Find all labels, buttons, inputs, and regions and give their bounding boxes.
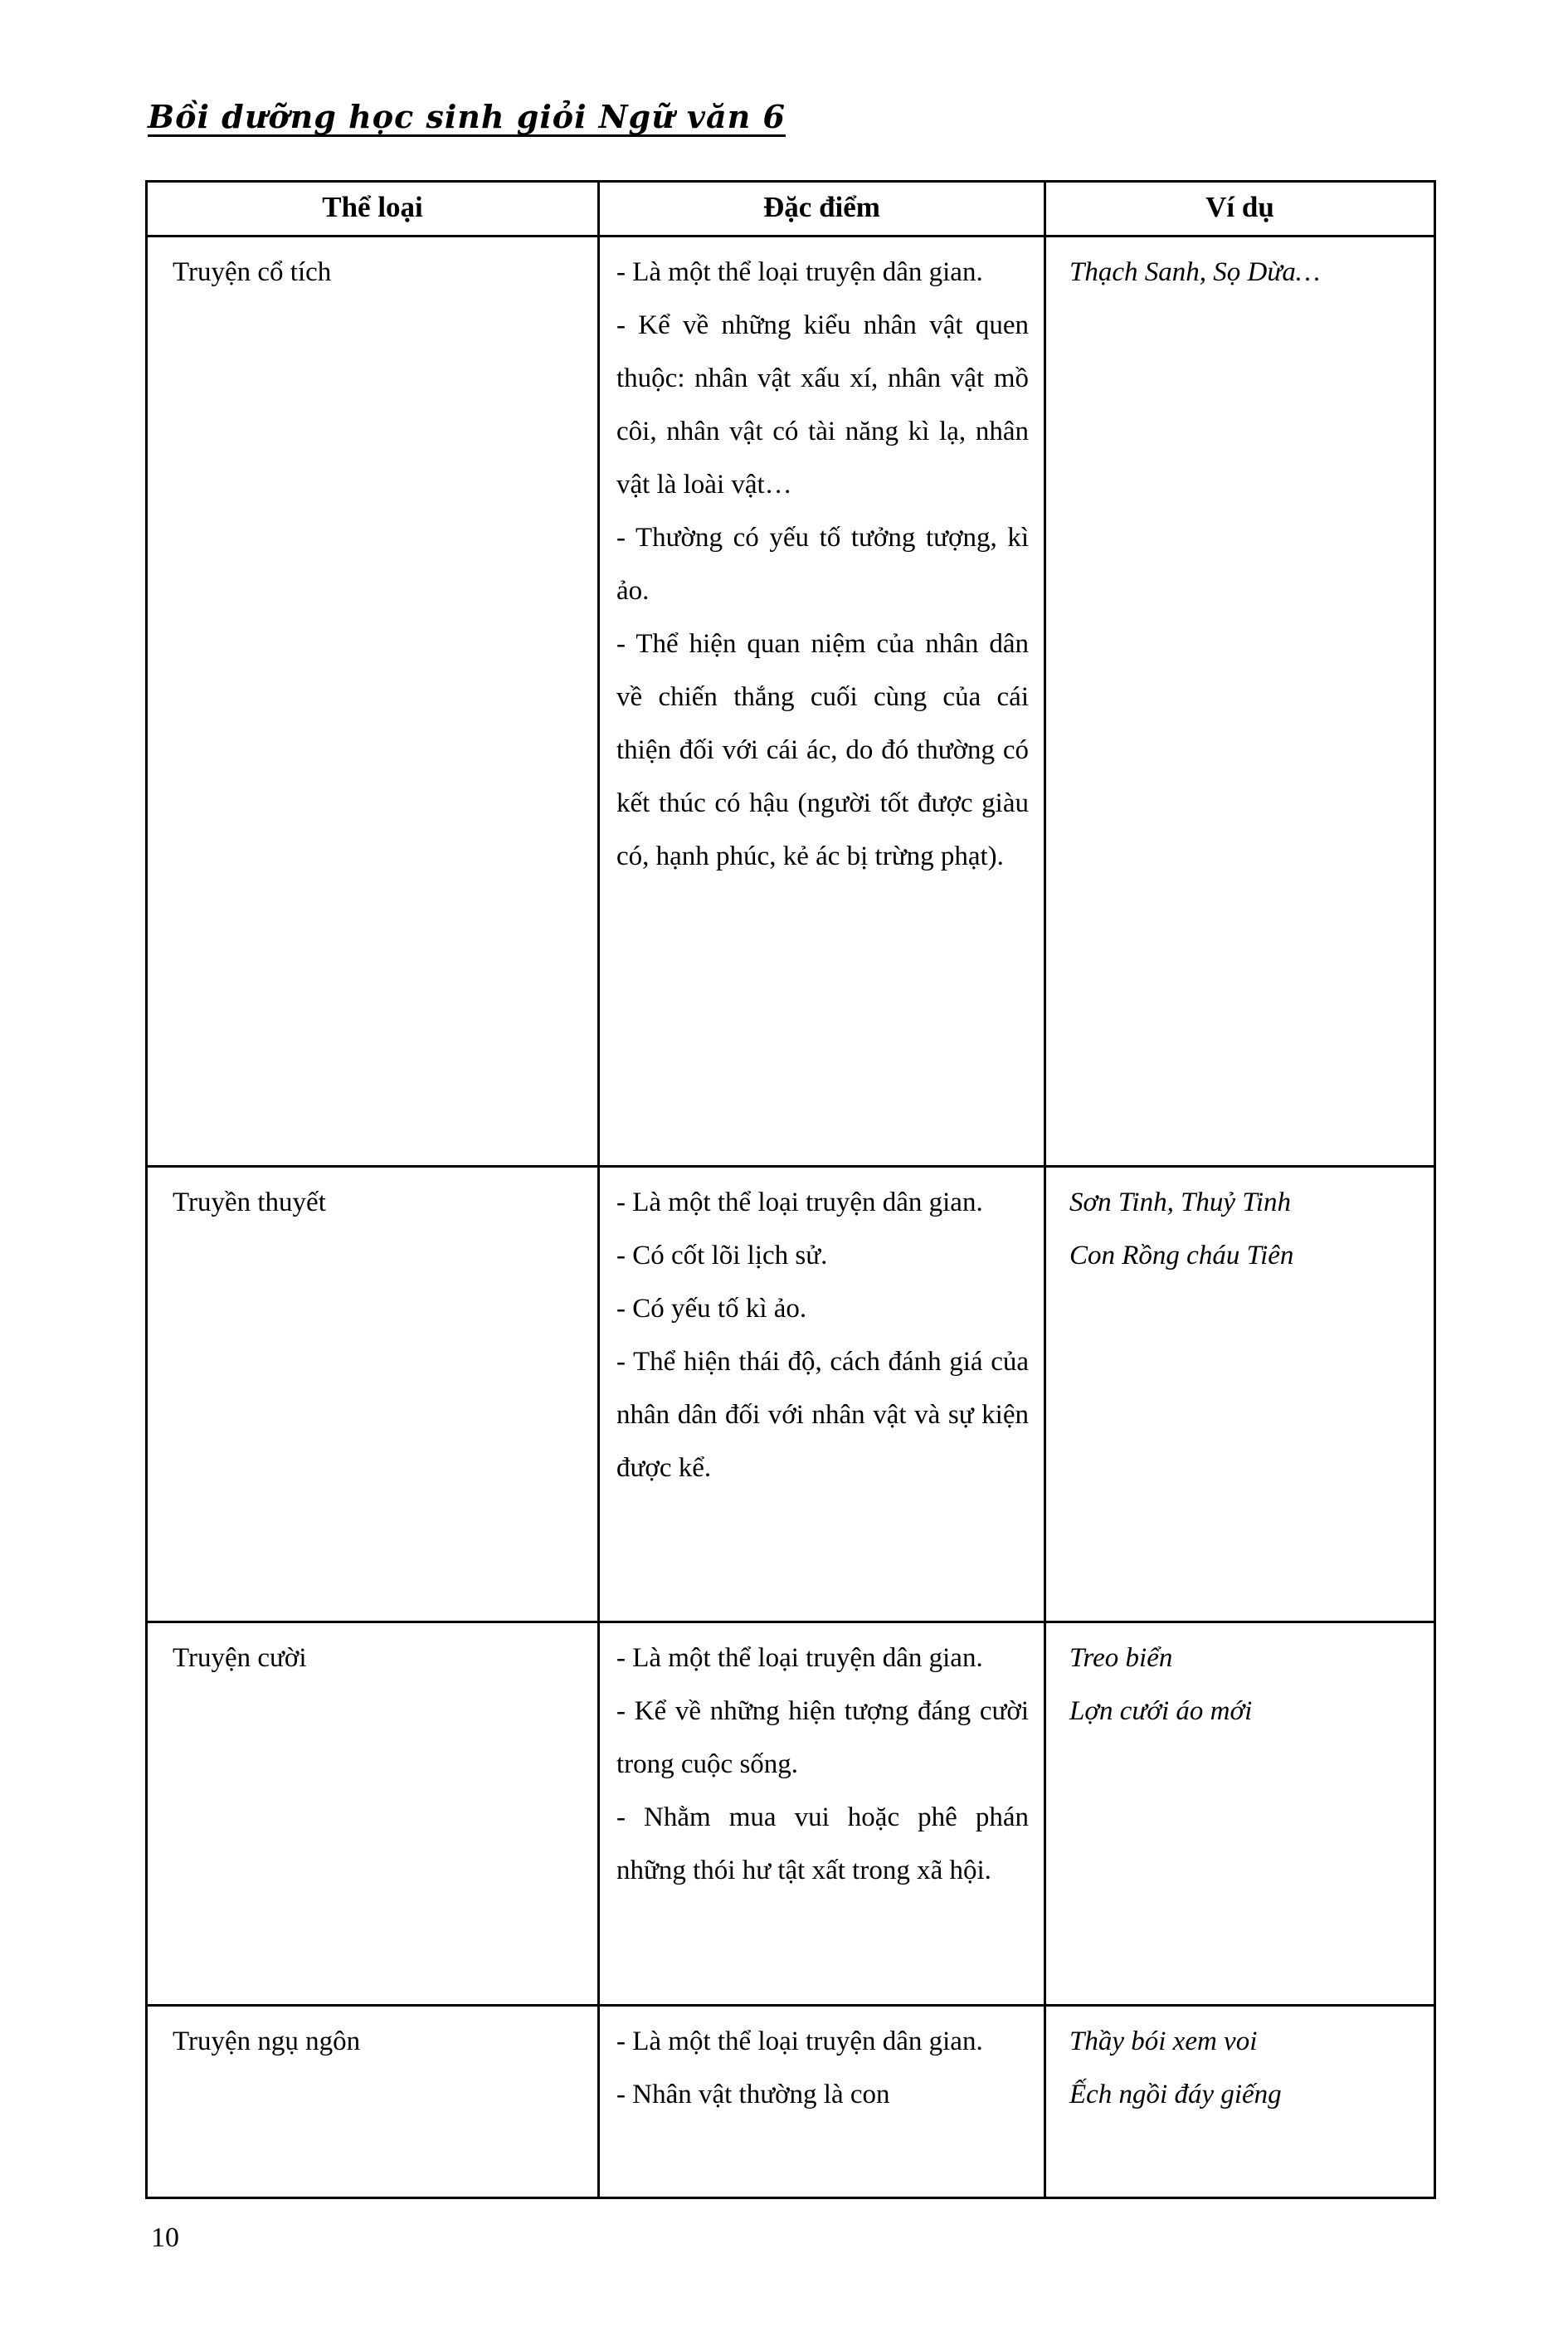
examples-cell bbox=[1044, 1168, 1434, 1621]
table-row bbox=[148, 235, 1434, 1165]
page-number: 10 bbox=[151, 2222, 179, 2253]
running-head: Bồi dưỡng học sinh giỏi Ngữ văn 6 bbox=[148, 98, 786, 135]
characteristics-cell bbox=[597, 237, 1044, 1165]
example-line: Treo biển bbox=[1069, 1643, 1173, 1673]
characteristic-paragraph: - Kể về những kiểu nhân vật quen thuộc: nhân vật xấu xí, nhân vật mồ côi, nhân vật có tài năng kì lạ, nhân vật là loài vật… bbox=[616, 310, 1029, 500]
characteristic-paragraph: - Kể về những hiện tượng đáng cười trong cuộc sống. bbox=[616, 1696, 1029, 1779]
genre-cell bbox=[148, 2007, 597, 2197]
header-cell-genre: Thể loại bbox=[322, 191, 423, 223]
genre-label: Truyện cổ tích bbox=[173, 257, 332, 287]
example-line: Thầy bói xem voi bbox=[1069, 2026, 1258, 2056]
characteristics-cell bbox=[597, 2007, 1044, 2197]
characteristic-paragraph: - Là một thể loại truyện dân gian. bbox=[616, 1188, 983, 1217]
characteristic-paragraph: - Nhân vật thường là con bbox=[616, 2080, 890, 2109]
examples-cell bbox=[1044, 237, 1434, 1165]
header-cell-examples: Ví dụ bbox=[1044, 183, 1434, 235]
genre-label: Truyện cười bbox=[173, 1643, 307, 1673]
example-line: Con Rồng cháu Tiên bbox=[1069, 1241, 1294, 1270]
example-line: Ếch ngồi đáy giếng bbox=[1069, 2080, 1282, 2109]
characteristic-paragraph: - Là một thể loại truyện dân gian. bbox=[616, 1643, 983, 1673]
characteristic-paragraph: - Thường có yếu tố tưởng tượng, kì ảo. bbox=[616, 523, 1029, 606]
characteristic-paragraph: - Là một thể loại truyện dân gian. bbox=[616, 2026, 983, 2056]
characteristic-paragraph: - Có cốt lõi lịch sử. bbox=[616, 1241, 828, 1270]
characteristic-paragraph: - Là một thể loại truyện dân gian. bbox=[616, 257, 983, 287]
characteristic-paragraph: - Nhằm mua vui hoặc phê phán những thói hư tật xất trong xã hội. bbox=[616, 1802, 1029, 1885]
example-line: Lợn cưới áo mới bbox=[1069, 1696, 1253, 1726]
characteristics-cell bbox=[597, 1168, 1044, 1621]
characteristic-paragraph: - Thể hiện quan niệm của nhân dân về chiến thắng cuối cùng của cái thiện đối với cái ác, do đó thường có kết thúc có hậu (người tốt được giàu có, hạnh phúc, kẻ ác bị trừng phạt). bbox=[616, 629, 1029, 871]
genre-label: Truyện ngụ ngôn bbox=[173, 2026, 361, 2056]
table-row bbox=[148, 1621, 1434, 2004]
table-header-row bbox=[148, 183, 1434, 235]
characteristics-cell bbox=[597, 1623, 1044, 2004]
table-row bbox=[148, 1165, 1434, 1621]
characteristic-paragraph: - Có yếu tố kì ảo. bbox=[616, 1294, 807, 1324]
genre-table bbox=[145, 180, 1436, 2199]
genre-cell bbox=[148, 237, 597, 1165]
examples-cell bbox=[1044, 1623, 1434, 2004]
genre-cell bbox=[148, 1168, 597, 1621]
header-cell-characteristics: Đặc điểm bbox=[597, 183, 1044, 235]
example-line: Sơn Tinh, Thuỷ Tinh bbox=[1069, 1188, 1292, 1217]
genre-cell bbox=[148, 1623, 597, 2004]
examples-cell bbox=[1044, 2007, 1434, 2197]
genre-label: Truyền thuyết bbox=[173, 1188, 326, 1217]
example-line: Thạch Sanh, Sọ Dừa… bbox=[1069, 257, 1321, 287]
characteristic-paragraph: - Thể hiện thái độ, cách đánh giá của nhân dân đối với nhân vật và sự kiện được kể. bbox=[616, 1347, 1029, 1483]
table-row bbox=[148, 2004, 1434, 2197]
